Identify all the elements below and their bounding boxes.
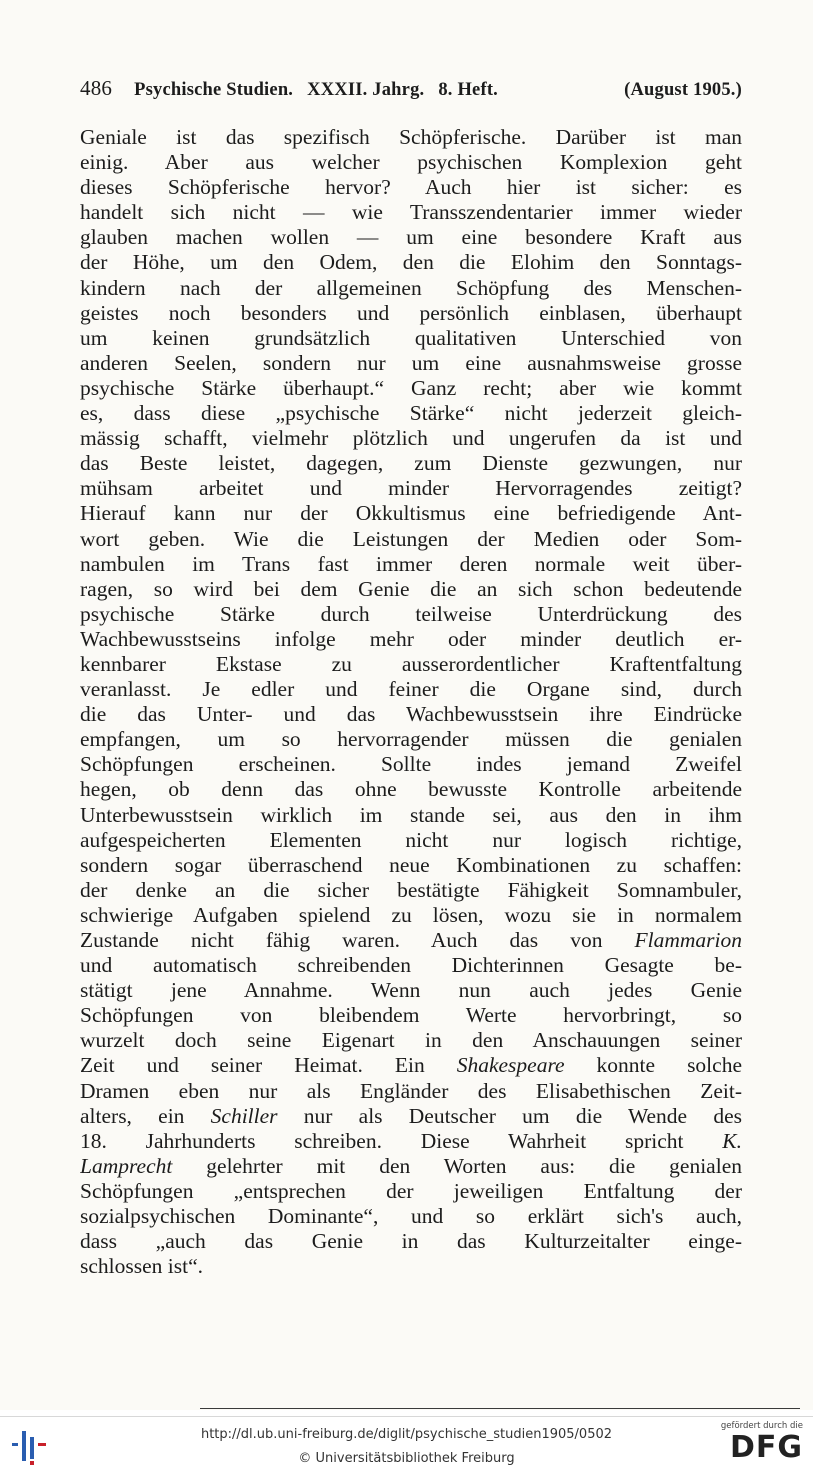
text-line: handelt sich nicht — wie Transszendentarier immer wieder bbox=[80, 200, 742, 225]
dfg-caption: gefördert durch die bbox=[720, 1421, 803, 1431]
text-line: empfangen, um so hervorragender müssen die genialen bbox=[80, 727, 742, 752]
body-text bbox=[80, 125, 742, 1279]
text-line: einig. Aber aus welcher psychischen Komplexion geht bbox=[80, 150, 742, 175]
page-number: 486 bbox=[80, 76, 113, 100]
text-line: stätigt jene Annahme. Wenn nun auch jedes Genie bbox=[80, 978, 742, 1003]
text-line: alters, ein Schiller nur als Deutscher um die Wende des bbox=[80, 1103, 742, 1128]
text-line: dass „auch das Genie in das Kulturzeitalter einge- bbox=[80, 1229, 742, 1254]
text-line: Lamprecht gelehrter mit den Worten aus: die genialen bbox=[80, 1153, 742, 1178]
text-line: der Höhe, um den Odem, den die Elohim den Sonntags- bbox=[80, 250, 742, 275]
running-head bbox=[80, 76, 742, 102]
text-line: schwierige Aufgaben spielend zu lösen, wozu sie in normalem bbox=[80, 902, 742, 927]
text-line: glauben machen wollen — um eine besondere Kraft aus bbox=[80, 225, 742, 250]
text-line: veranlasst. Je edler und feiner die Organe sind, durch bbox=[80, 677, 742, 702]
bottom-rule bbox=[200, 1408, 800, 1409]
text-line: Geniale ist das spezifisch Schöpferische. Darüber ist man bbox=[80, 125, 742, 149]
text-line: Wachbewusstseins infolge mehr oder minder deutlich er- bbox=[80, 626, 742, 651]
viewer-footer bbox=[0, 1416, 813, 1474]
text-line: dieses Schöpferische hervor? Auch hier ist sicher: es bbox=[80, 175, 742, 200]
copyright-notice: © Universitätsbibliothek Freiburg bbox=[298, 1451, 515, 1466]
text-line: Schöpfungen „entsprechen der jeweiligen Entfaltung der bbox=[80, 1178, 742, 1203]
text-line: Unterbewusstsein wirklich im stande sei, aus den in ihm bbox=[80, 802, 742, 827]
issue-date: (August 1905.) bbox=[624, 80, 742, 100]
text-line: aufgespeicherten Elementen nicht nur logisch richtige, bbox=[80, 827, 742, 852]
text-line: Schöpfungen von bleibendem Werte hervorbringt, so bbox=[80, 1003, 742, 1028]
text-line: das Beste leistet, dagegen, zum Dienste gezwungen, nur bbox=[80, 451, 742, 476]
text-line: und automatisch schreibenden Dichterinnen Gesagte be- bbox=[80, 953, 742, 978]
text-line: der denke an die sicher bestätigte Fähigkeit Somnambuler, bbox=[80, 877, 742, 902]
text-line: es, dass diese „psychische Stärke“ nicht jederzeit gleich- bbox=[80, 401, 742, 426]
text-line: Schöpfungen erscheinen. Sollte indes jemand Zweifel bbox=[80, 752, 742, 777]
issue-label: 8. Heft. bbox=[438, 80, 499, 100]
text-line: sozialpsychischen Dominante“, und so erklärt sich's auch, bbox=[80, 1204, 742, 1229]
source-url[interactable]: http://dl.ub.uni-freiburg.de/diglit/psychische_studien1905/0502 bbox=[200, 1427, 613, 1442]
text-line: kennbarer Ekstase zu ausserordentlicher Kraftentfaltung bbox=[80, 651, 742, 676]
journal-title: Psychische Studien. bbox=[134, 80, 294, 100]
text-line: sondern sogar überraschend neue Kombinationen zu schaffen: bbox=[80, 852, 742, 877]
text-line: schlossen ist“. bbox=[80, 1254, 204, 1279]
text-line: psychische Stärke durch teilweise Unterdrückung des bbox=[80, 601, 742, 626]
text-line: anderen Seelen, sondern nur um eine ausnahmsweise grosse bbox=[80, 350, 742, 375]
text-line: hegen, ob denn das ohne bewusste Kontrolle arbeitende bbox=[80, 777, 742, 802]
text-line: wort geben. Wie die Leistungen der Medien oder Som- bbox=[80, 526, 742, 551]
text-line: Hierauf kann nur der Okkultismus eine befriedigende Ant- bbox=[80, 501, 742, 526]
text-line: 18. Jahrhunderts schreiben. Diese Wahrheit spricht K. bbox=[80, 1128, 742, 1153]
text-line: nambulen im Trans fast immer deren normale weit über- bbox=[80, 551, 742, 576]
dfg-logo-text: DFG bbox=[729, 1430, 803, 1465]
running-head-left bbox=[80, 76, 498, 101]
text-line: psychische Stärke überhaupt.“ Ganz recht; aber wie kommt bbox=[80, 375, 742, 400]
text-line: geistes noch besonders und persönlich einblasen, überhaupt bbox=[80, 300, 742, 325]
text-line: Dramen eben nur als Engländer des Elisabethischen Zeit- bbox=[80, 1078, 742, 1103]
text-line: wurzelt doch seine Eigenart in den Anschauungen seiner bbox=[80, 1028, 742, 1053]
text-line: um keinen grundsätzlich qualitativen Unterschied von bbox=[80, 325, 742, 350]
dfg-logo bbox=[715, 1421, 803, 1471]
text-line: ragen, so wird bei dem Genie die an sich schon bedeutende bbox=[80, 576, 742, 601]
text-line: mühsam arbeitet und minder Hervorragendes zeitigt? bbox=[80, 476, 742, 501]
text-line: die das Unter- und das Wachbewusstsein ihre Eindrücke bbox=[80, 702, 742, 727]
text-line: mässig schafft, vielmehr plötzlich und ungerufen da ist und bbox=[80, 426, 742, 451]
text-line: Zustande nicht fähig waren. Auch das von Flammarion bbox=[80, 928, 742, 952]
text-line: Zeit und seiner Heimat. Ein Shakespeare konnte solche bbox=[80, 1053, 742, 1078]
volume-label: XXXII. Jahrg. bbox=[307, 80, 425, 100]
text-line: kindern nach der allgemeinen Schöpfung des Menschen- bbox=[80, 275, 742, 300]
